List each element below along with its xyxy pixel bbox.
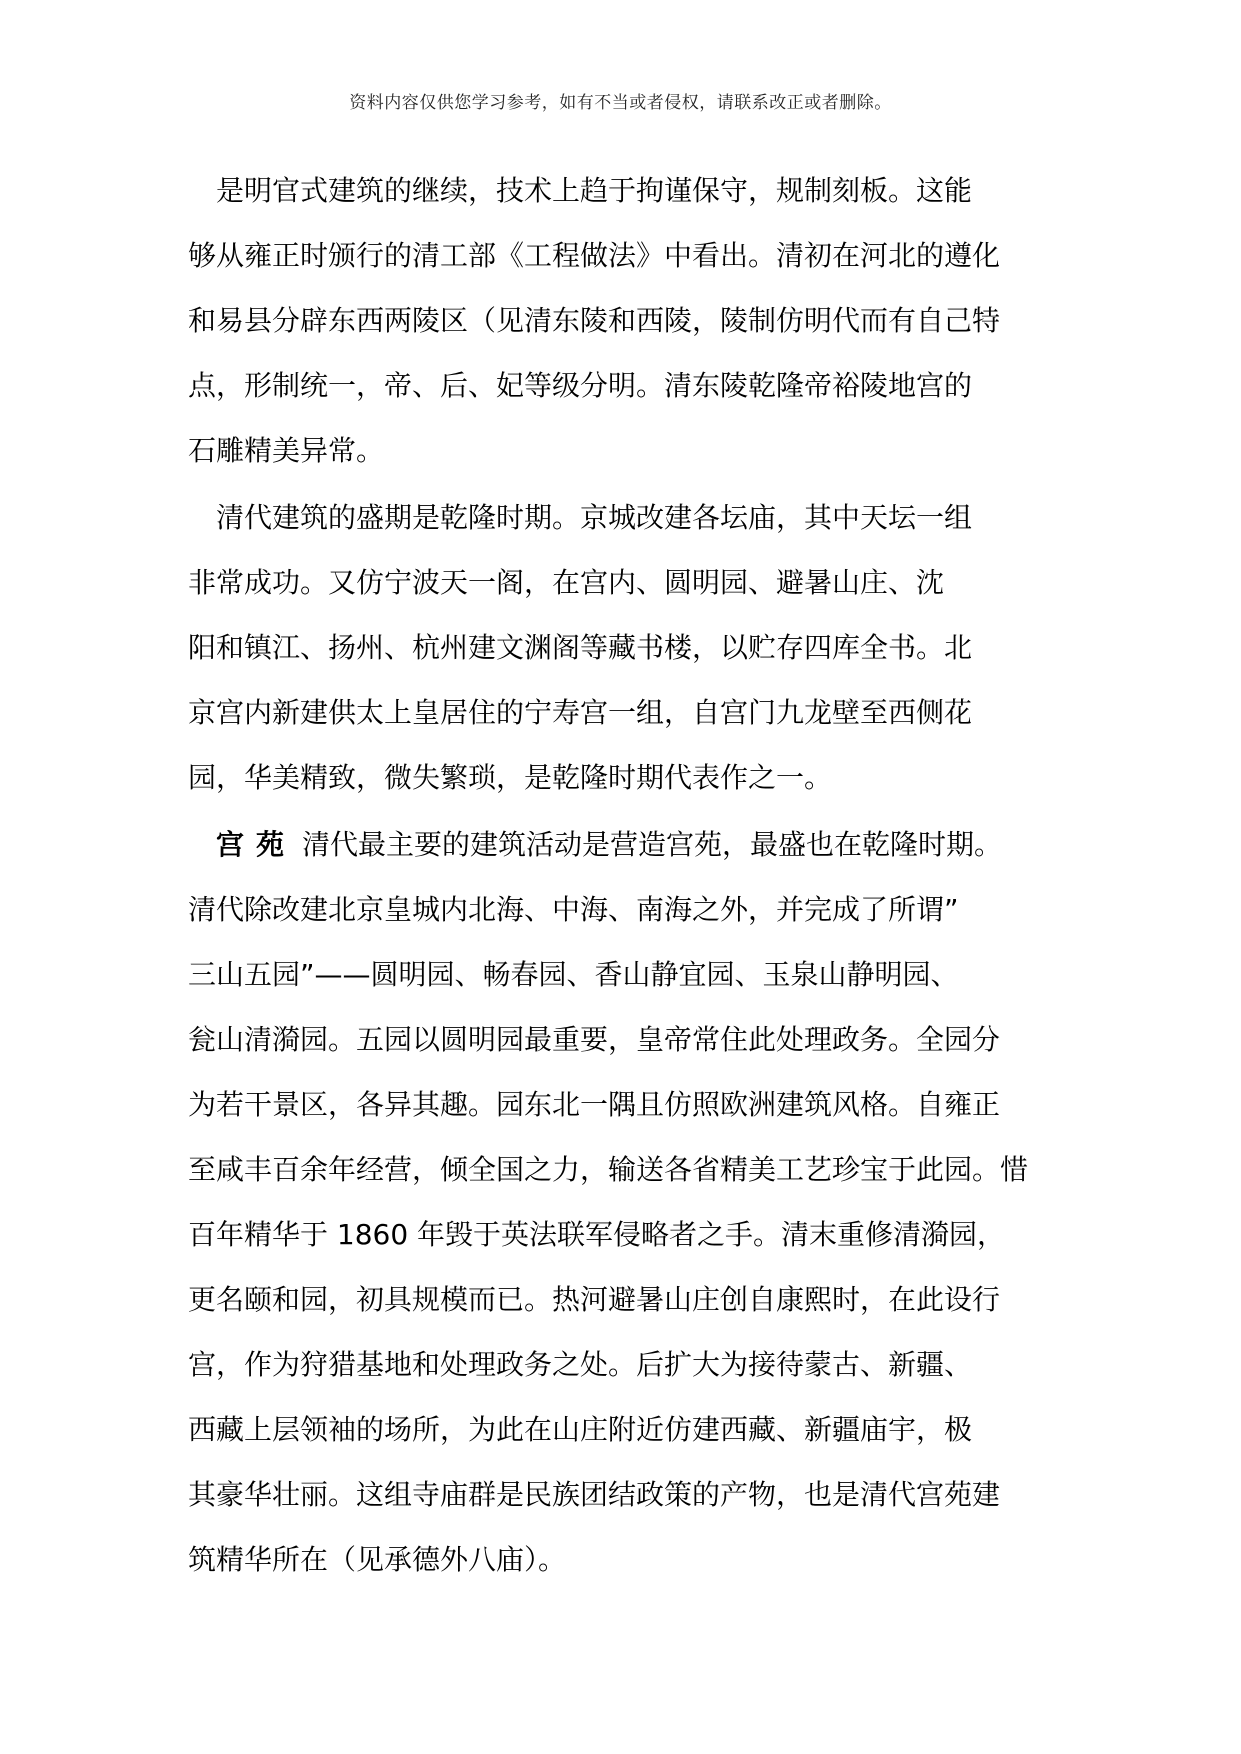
document-body: [188, 158, 1088, 1592]
text-line: 阳和镇江、扬州、杭州建文渊阁等藏书楼，以贮存四库全书。北: [188, 631, 973, 664]
text-line: 清代建筑的盛期是乾隆时期。京城改建各坛庙，其中天坛一组: [188, 501, 973, 534]
text-line: 清代除改建北京皇城内北海、中海、南海之外，并完成了所谓”: [188, 893, 959, 926]
text-line: 瓮山清漪园。五园以圆明园最重要，皇帝常住此处理政务。全园分: [188, 1023, 1001, 1056]
text-line: 和易县分辟东西两陵区（见清东陵和西陵，陵制仿明代而有自己特: [188, 304, 1001, 337]
section-title-gongyuan: 宫苑: [216, 828, 297, 861]
text-line: 西藏上层领袖的场所，为此在山庄附近仿建西藏、新疆庙宇，极: [188, 1413, 973, 1446]
paragraph-qianlong-period: [188, 485, 1088, 810]
text-line: 宫，作为狩猎基地和处理政务之处。后扩大为接待蒙古、新疆、: [188, 1348, 973, 1381]
text-line: 园，华美精致，微失繁琐，是乾隆时期代表作之一。: [188, 761, 833, 794]
text-line: 非常成功。又仿宁波天一阁，在宫内、圆明园、避暑山庄、沈: [188, 566, 945, 599]
text-line: 筑精华所在（见承德外八庙）。: [188, 1543, 567, 1576]
text-line-with-section-title: [188, 812, 1088, 877]
text-line: 是明官式建筑的继续，技术上趋于拘谨保守，规制刻板。这能: [188, 174, 973, 207]
text-line: 够从雍正时颁行的清工部《工程做法》中看出。清初在河北的遵化: [188, 239, 1001, 272]
text-line: 点，形制统一，帝、后、妃等级分明。清东陵乾隆帝裕陵地宫的: [188, 369, 973, 402]
text-line: 京宫内新建供太上皇居住的宁寿宫一组，自宫门九龙壁至西侧花: [188, 696, 973, 729]
text-line: 百年精华于 1860 年毁于英法联军侵略者之手。清末重修清漪园，: [188, 1218, 1006, 1251]
text-line: 三山五园”——圆明园、畅春园、香山静宜园、玉泉山静明园、: [188, 958, 959, 991]
text-line: 更名颐和园，初具规模而已。热河避暑山庄创自康熙时，在此设行: [188, 1283, 1001, 1316]
paragraph-qing-official-architecture: [188, 158, 1088, 483]
text-line: 至咸丰百余年经营，倾全国之力，输送各省精美工艺珍宝于此园。惜: [188, 1153, 1029, 1186]
text-line: 为若干景区，各异其趣。园东北一隅且仿照欧洲建筑风格。自雍正: [188, 1088, 1001, 1121]
page-header-notice: 资料内容仅供您学习参考，如有不当或者侵权，请联系改正或者删除。: [349, 93, 892, 113]
paragraph-imperial-gardens: [188, 812, 1088, 1592]
text-line-rest: 清代最主要的建筑活动是营造宫苑，最盛也在乾隆时期。: [302, 828, 1003, 861]
text-line: 其豪华壮丽。这组寺庙群是民族团结政策的产物，也是清代宫苑建: [188, 1478, 1001, 1511]
text-line: 石雕精美异常。: [188, 434, 385, 467]
